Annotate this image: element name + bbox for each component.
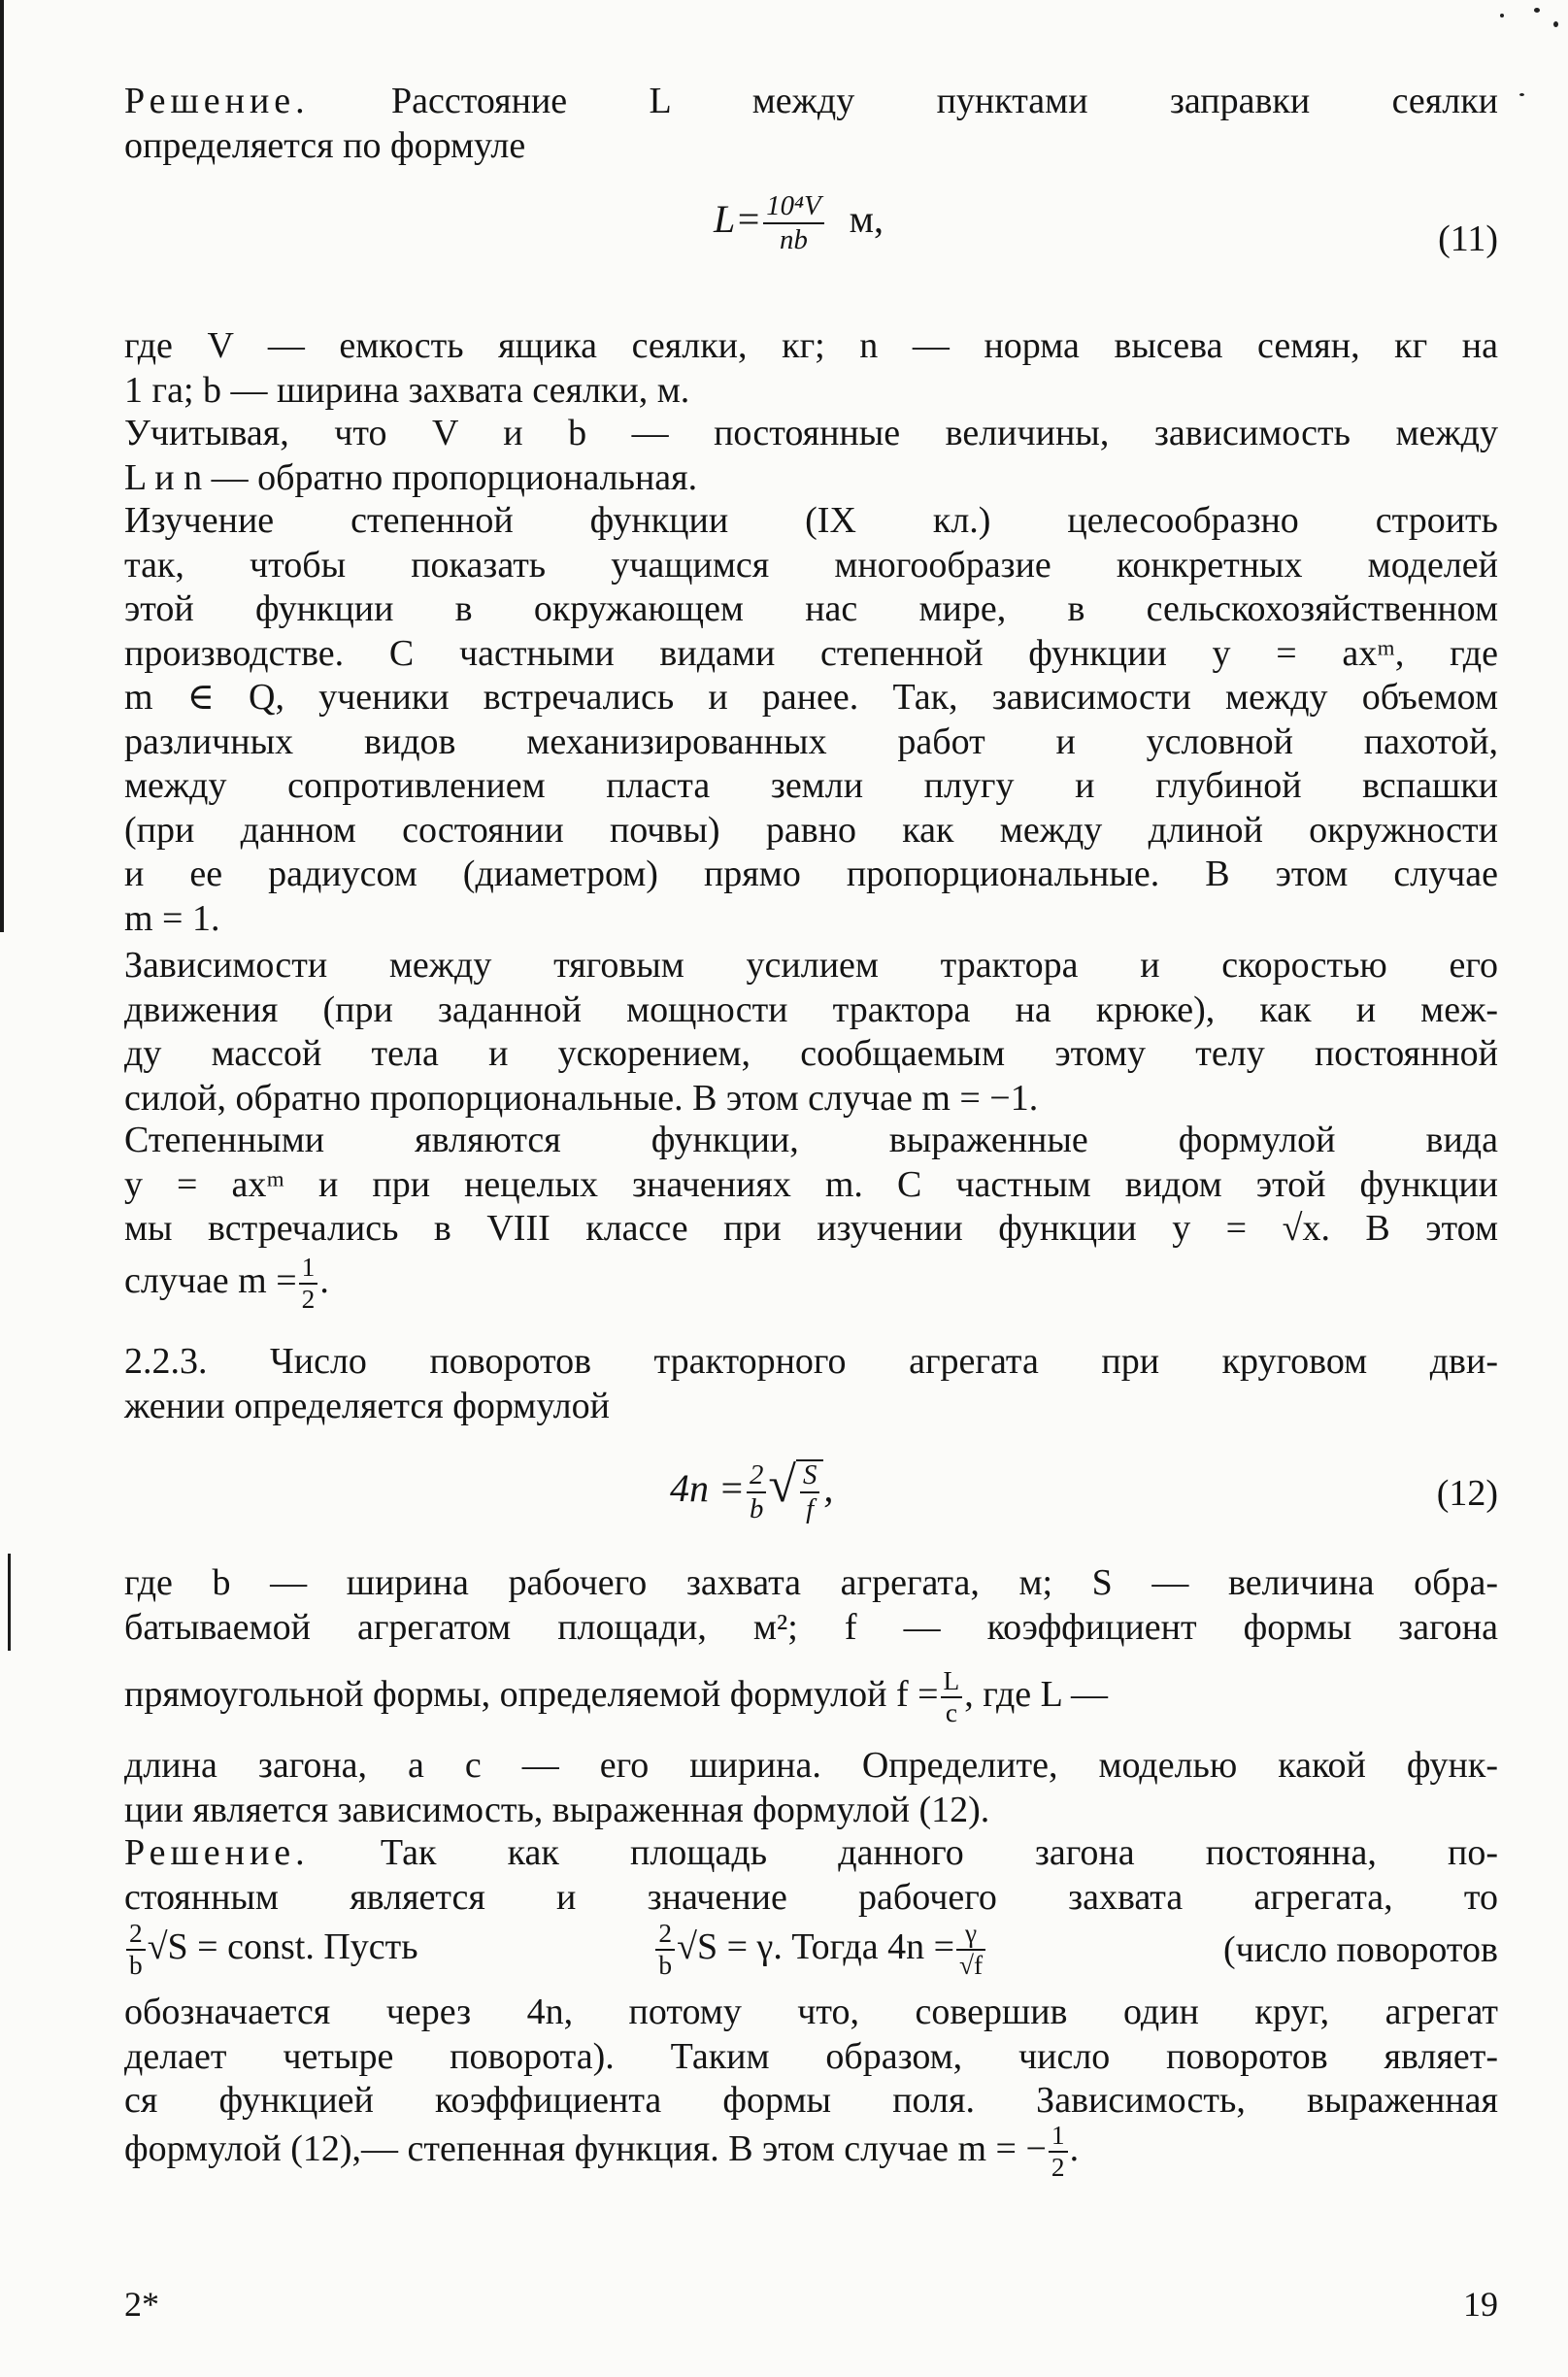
solution-2-line-2: стоянным является и значение рабочего захвата агрегата, то: [124, 1876, 1498, 1918]
para-non-integer: [124, 1119, 1498, 1252]
text-line: Учитывая, что V и b — постоянные величины, зависимость между: [124, 413, 1498, 453]
scan-speck: [1534, 8, 1540, 13]
formula-12-end: ,: [823, 1466, 834, 1510]
solution-2-lead: Решение.: [124, 1832, 310, 1873]
text-line: где V — емкость ящика сеялки, кг; n — норма высева семян, кг на: [124, 325, 1498, 366]
formula-12-rad-den: f: [806, 1492, 815, 1524]
line-f-fraction: [941, 1668, 963, 1727]
text-line: жении определяется формулой: [124, 1385, 610, 1426]
page-number: 19: [1463, 2285, 1498, 2324]
text-line: Зависимости между тяговым усилием трактора и скоростью его: [124, 945, 1498, 986]
case-half-num: 1: [299, 1255, 318, 1285]
text-line: этой функции в окружающем нас мире, в сельскохозяйственном: [124, 588, 1498, 629]
solution-2-frac-a: [126, 1921, 146, 1980]
scan-margin-line: [8, 1554, 11, 1651]
case-half-end: .: [319, 1260, 329, 1302]
solution-2-rest: [124, 1991, 1498, 2124]
equation-number-12: (12): [1436, 1473, 1498, 1514]
text-line: мы встречались в VIII классе при изучении функции y = √x. В этом: [124, 1208, 1498, 1249]
formula-12-num: 2: [747, 1461, 766, 1493]
solution-2-line-3: [124, 1921, 1498, 1980]
case-half-line: [124, 1255, 1498, 1314]
scan-speck: [1500, 14, 1504, 17]
text-line: m = 1.: [124, 897, 220, 939]
para-where-11: [124, 324, 1498, 413]
solution-2-part-1: √S = const. Пусть: [147, 1926, 418, 1968]
text-line: движения (при заданной мощности трактора на крюке), как и меж-: [124, 988, 1498, 1030]
text-line: m ∈ Q, ученики встречались и ранее. Так, зависимости между объемом: [124, 677, 1498, 718]
text-line: делает четыре поворота). Таким образом, число поворотов являет-: [124, 2035, 1498, 2077]
frac-b-den: b: [658, 1951, 673, 1981]
para-tractor: [124, 944, 1498, 1121]
text-line: где b — ширина рабочего захвата агрегата, м; S — величина обра-: [124, 1562, 1498, 1603]
case-half-fraction: [299, 1255, 318, 1314]
line-f-num: L: [941, 1668, 963, 1698]
solution-2-last-line: [124, 2123, 1498, 2182]
frac-a-num: 2: [126, 1921, 146, 1951]
text-line: ду массой тела и ускорением, сообщаемым этому телу постоянной: [124, 1033, 1498, 1074]
solution-intro: [124, 80, 1498, 168]
last-line-num: 1: [1049, 2123, 1068, 2153]
text-line: Степенными являются функции, выраженные формулой вида: [124, 1120, 1498, 1160]
text-line: силой, обратно пропорциональные. В этом случае m = −1.: [124, 1077, 1039, 1119]
formula-12-radicand: [796, 1459, 823, 1523]
text-line: так, чтобы показать учащимся многообразие конкретных моделей: [124, 544, 1498, 586]
solution-2-part-2: √S = γ. Тогда 4n =: [677, 1926, 954, 1968]
text-line: длина загона, а c — его ширина. Определите, моделью какой функ-: [124, 1745, 1498, 1786]
formula-11: [714, 192, 884, 254]
signature-mark: 2*: [124, 2285, 159, 2324]
text-line: батываемой агрегатом площади, м²; f — коэффициент формы загона: [124, 1606, 1498, 1648]
last-line-den: 2: [1051, 2153, 1065, 2183]
formula-11-fraction: [763, 192, 823, 254]
intro-line-1: Расстояние L между пунктами заправки сеялки: [391, 81, 1499, 121]
formula-11-numerator: 10⁴V: [763, 192, 823, 224]
scan-margin-line: [0, 0, 4, 932]
text-line: 1 га; b — ширина захвата сеялки, м.: [124, 369, 690, 411]
para-power-function: [124, 499, 1498, 941]
solution-lead: Решение.: [124, 81, 310, 121]
last-line-end: .: [1069, 2128, 1080, 2170]
gamma-num: γ: [956, 1921, 985, 1951]
text-line: между сопротивлением пласта земли плугу и глубиной вспашки: [124, 765, 1498, 806]
para-length: [124, 1744, 1498, 1832]
text-line: ся функцией коэффициента формы поля. Зависимость, выраженная: [124, 2080, 1498, 2121]
line-f-definition: [124, 1668, 1498, 1727]
formula-11-denominator: nb: [780, 223, 808, 255]
text-line: y = axᵐ и при нецелых значениях m. С частным видом этой функции: [124, 1163, 1498, 1205]
equation-number-11: (11): [1438, 218, 1498, 259]
text-line: L и n — обратно пропорциональная.: [124, 456, 698, 498]
solution-2-line-1: Так как площадь данного загона постоянна, по-: [380, 1832, 1499, 1873]
last-line-fraction: [1049, 2123, 1068, 2182]
scan-speck: [1519, 93, 1524, 96]
solution-2-frac-gamma: [956, 1921, 985, 1980]
case-half-text: случае m =: [124, 1260, 297, 1302]
formula-11-lhs: L=: [714, 196, 762, 241]
solution-2: [124, 1831, 1498, 1920]
solution-2-frac-b: [655, 1921, 675, 1980]
text-line: 2.2.3. Число поворотов тракторного агрегата при круговом дви-: [124, 1341, 1498, 1382]
sqrt-f-den: √f: [959, 1951, 984, 1981]
line-f-after: , где L —: [964, 1674, 1108, 1716]
para-2-2-3: [124, 1340, 1498, 1428]
para-considering: [124, 412, 1498, 500]
case-half-den: 2: [301, 1285, 316, 1315]
sqrt-sign: √: [768, 1457, 796, 1513]
formula-12-lhs: 4n =: [670, 1466, 745, 1510]
frac-b-num: 2: [655, 1921, 675, 1951]
formula-11-unit: м,: [849, 196, 884, 241]
text-line: ции является зависимость, выраженная формулой (12).: [124, 1789, 990, 1830]
formula-12-fraction: [747, 1461, 766, 1523]
text-line: Изучение степенной функции (IX кл.) целесообразно строить: [124, 500, 1498, 541]
text-line: производстве. С частными видами степенной функции y = axᵐ, где: [124, 632, 1498, 674]
para-where-12: [124, 1561, 1498, 1650]
scan-speck: [1553, 21, 1558, 27]
line-f-den: c: [945, 1698, 957, 1728]
formula-12: [670, 1456, 833, 1523]
frac-a-den: b: [129, 1951, 143, 1981]
intro-line-2: определяется по формуле: [124, 124, 526, 166]
formula-12-rad-num: S: [800, 1461, 819, 1493]
text-line: (при данном состоянии почвы) равно как между длиной окружности: [124, 809, 1498, 851]
line-f-before: прямоугольной формы, определяемой формулой f =: [124, 1674, 939, 1716]
formula-12-den: b: [750, 1492, 764, 1524]
text-line: различных видов механизированных работ и условной пахотой,: [124, 720, 1498, 762]
last-line-text: формулой (12),— степенная функция. В этом случае m = −: [124, 2128, 1047, 2170]
solution-2-part-3: (число поворотов: [1222, 1928, 1498, 1970]
text-line: и ее радиусом (диаметром) прямо пропорциональные. В этом случае: [124, 854, 1498, 894]
text-line: обозначается через 4n, потому что, совершив один круг, агрегат: [124, 1992, 1498, 2032]
